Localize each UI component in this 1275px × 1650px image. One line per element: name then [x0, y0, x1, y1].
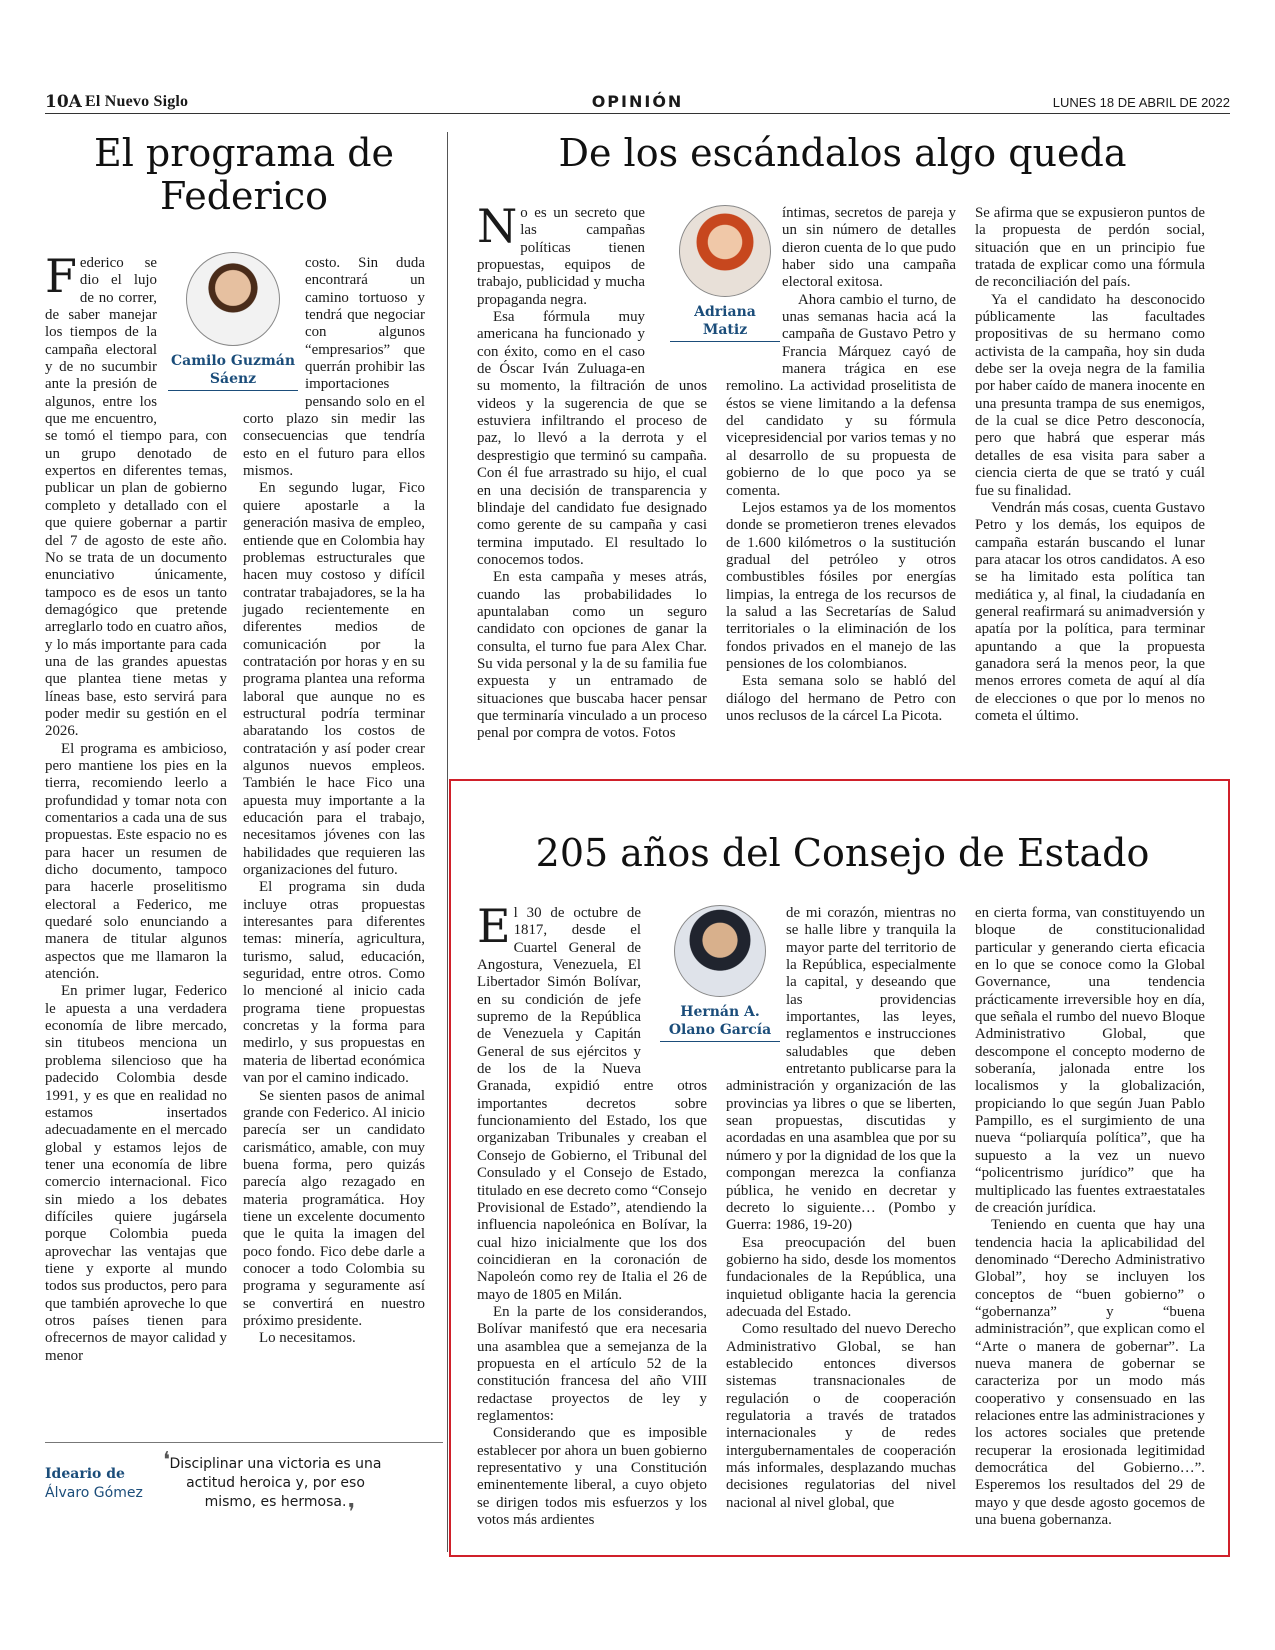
paragraph: En primer lugar, Federico le apuesta a una verdadera economía de libre mercado, sin titubeos menciona un problema silencioso que ha padecido Colombia desde 1991, y es que en realidad no estamos insertados adecuadamente en el mercado global y estamos lejos de tener una economía de libre comercio internacional. Fico sin miedo a los debates difíciles quiere jugársela porque Colombia pueda aprovechar las ventajas que tiene y exporte al mundo todos sus productos, pero para que también aproveche lo que otros países tienen para ofrecernos de mayor calidad y menor [45, 983, 227, 1364]
column-divider [447, 132, 448, 1552]
paragraph: Se sienten pasos de animal grande con Federico. Al inicio parecía ser un candidato carismático, amable, con muy buena forma, pero quizás parecía algo rezagado en materia programática. Hoy tiene un excelente documento que le quita la imagen del poco fondo. Fico debe darle a conocer a todo Colombia su programa y seguramente así se convertirá en nuestro próximo presidente. [243, 1087, 425, 1329]
paragraph: Considerando que es imposible establecer por ahora un buen gobierno representativo y una Constitución eminentemente liberal, a cuyo objeto se dirigen todos mis esfuerzos y los votos más ardientes [477, 1425, 707, 1529]
article-column [477, 199, 707, 742]
article-column [726, 205, 956, 725]
author-name: Hernán A. Olano García [660, 1003, 780, 1042]
paragraph: En la parte de los considerandos, Bolívar manifestó que era necesaria una asamblea que a semejanza de la propuesta en el artículo 52 de la constitución francesa del año VIII redactase proyectos de ley y reglamentos: [477, 1303, 707, 1424]
paragraph: Esta semana solo se habló del diálogo del hermano de Petro con unos reclusos de la cárcel La Picota. [726, 673, 956, 724]
paragraph: En segundo lugar, Fico quiere apostarle a la generación masiva de empleo, entiende que en Colombia hay problemas estructurales que hacen muy costoso y difícil contratar trabajadores, se la ha jugado recientemente en diferentes medios de comunicación por la contratación por horas y en su programa plantea una reforma laboral que aunque no es estructural podría terminar abaratando los costos de contratación y así poder crear algunos nuevos empleos. También le hace Fico una apuesta muy importante a la educación para el trabajo, necesitamos jóvenes con las habilidades que requieren las organizaciones del futuro. [243, 480, 425, 879]
paragraph: Lejos estamos ya de los momentos donde se prometieron trenes elevados de 1.600 kilómetros o la sustitución gradual del petróleo y otros combustibles fósiles por energías limpias, la entrega de los recursos de la salud a las Secretarías de Salud territoriales o la eliminación de los fondos privados en el manejo de las pensiones de los colombianos. [726, 499, 956, 672]
paragraph: Esa preocupación del buen gobierno ha sido, desde los momentos fundacionales de la República, una inquietud obligante hacia la gerencia adecuada del Estado. [726, 1234, 956, 1320]
author-name: Camilo Guzmán Sáenz [168, 352, 298, 391]
publication-name: El Nuevo Siglo [85, 93, 189, 110]
paragraph: Vendrán más cosas, cuenta Gustavo Petro y los demás, los equipos de campaña estarán buscando el lunar para atacar los otros candidatos. A eso se ha limitado esta política tan mediática y, al final, la ciudadanía en general reafirmará su animadversión y apatía por la política, para terminar apuntando a que la propuesta ganadora será la menos peor, la que menos errores cometa de aquí al día de elecciones o que por lo menos no cometa el último. [975, 499, 1205, 724]
article-title-consejo: 205 años del Consejo de Estado [535, 831, 1150, 875]
author-name: Adriana Matiz [670, 303, 780, 342]
section-title: OPINIÓN [591, 92, 684, 111]
paragraph: Ahora cambio el turno, de unas semanas hacia acá la campaña de Gustavo Petro y Francia Márquez cayó de manera trágica en ese remolino. La actividad proselitista de éstos se viene limitando a la defensa del candidato y su fórmula vicepresidencial por varios temas y no al desarrollo de su propuesta de gobierno de lo que poco ya se comenta. [726, 291, 956, 499]
ideario-label [45, 1465, 143, 1503]
issue-date: LUNES 18 DE ABRIL DE 2022 [1052, 95, 1230, 110]
paragraph: de mi corazón, mientras no se halle libre y tranquila la mayor parte del territorio de la República, especialmente la capital, y deseando que las providencias importantes, las leyes, reglamentos e instrucciones saludables que deben entretanto publicarse para la administración y organización de las provincias ya libres o que se liberten, sean propuestas, discutidas y acordadas en una asamblea que por su número y por la dignidad de los que la compongan merezca la confianza pública, he venido en decretar y decreto lo siguiente… (Pombo y Guerra: 1986, 19-20) [726, 905, 956, 1234]
article-column [243, 255, 425, 1375]
quote-close-icon: ❜ [348, 1500, 356, 1525]
paragraph: El 30 de octubre de 1817, desde el Cuartel General de Angostura, Venezuela, El Libertador Simón Bolívar, en su condición de jefe supremo de la República de Venezuela y Capitán General de sus ejércitos y de los de la Nueva Granada, expidió entre otros importantes decretos sobre funcionamiento del Estado, los que organizaban Tribunales y creaban el Consejo de Gobierno, el Tribunal del Consulado y el Consejo de Estado, titulado en ese decreto como “Consejo Provisional de Estado”, atendiendo la influencia napoleónica en Bolívar, la cual hizo inicialmente que los dos coincidieran en la coronación de Napoleón como rey de Italia el 26 de mayo de 1805 en Milán. [477, 899, 707, 1303]
paragraph: Teniendo en cuenta que hay una tendencia hacia la aplicabilidad del denominado “Derecho Administrativo Global”, hoy se incluyen los conceptos de “buen gobierno” o “gobernanza” y “buena administración”, que explican como el “Arte o manera de gobernar”. La nueva manera de gobernar se caracteriza por un modo más cooperativo y consensuado en las relaciones entre las administraciones y los actores sociales que pretende recuperar la erosionada legitimidad democrática del Gobierno…”. Esperemos los resultados del 29 de mayo y que desde agosto gocemos de una buena gobernanza. [975, 1217, 1205, 1529]
article-column [975, 905, 1205, 1529]
paragraph: Se afirma que se expusieron puntos de la propuesta de perdón social, situación que en un principio fue tratada de explicar como una fórmula de reconciliación del país. [975, 205, 1205, 291]
drop-cap: N [477, 199, 518, 253]
ideario-author: Álvaro Gómez [45, 1485, 143, 1501]
article-column [477, 899, 707, 1529]
page-number: 10A [45, 92, 82, 112]
ideario-quote: Disciplinar una victoria es una actitud heroica y, por eso mismo, es hermosa. [169, 1456, 382, 1510]
article-title-federico: El programa de Federico [93, 131, 395, 218]
article-column [45, 249, 227, 1375]
paragraph: El programa es ambicioso, pero mantiene los pies en la tierra, recomiendo leerlo a profundidad y tomar nota con comentarios a cada una de sus propuestas. Este espacio no es para hacer un resumen de dicho documento, tampoco para hacerle proselitismo electoral a Federico, me quedaré solo enunciando a manera de titular algunos aspectos que me llamaron la atención. [45, 740, 227, 983]
article-title-escandalos: De los escándalos algo queda [558, 131, 1127, 175]
paragraph: íntimas, secretos de pareja y un sin número de detalles dieron cuenta de lo que pudo haber sido una campaña electoral exitosa. [782, 205, 956, 291]
paragraph: Ya el candidato ha desconocido públicamente las facultades propositivas de su hermano como activista de la campaña, hoy sin duda debe ser la oveja negra de la familia por haber caído de manera inocente en una presunta trampa de sus enemigos, de la cual se dice Petro desconocía, pero que habrá que esperar más detalles de esa visita para saber a ciencia cierta de que se trató y cuál fue su finalidad. [975, 291, 1205, 499]
paragraph: El programa sin duda incluye otras propuestas interesantes para diferentes temas: minería, agricultura, turismo, salud, educación, seguridad, entre otros. Como lo mencioné al inicio cada programa tiene propuestas concretas y la forma para medirlo, y sus propuestas en materia de libertad económica van por el camino indicado. [243, 879, 425, 1087]
paragraph: Federico se dio el lujo de no correr, de saber manejar los tiempos de la campaña electoral y de no sucumbir ante la presión de algunos, entre los que me encuentro, se tomó el tiempo para, con un grupo denotado de expertos en diferentes temas, publicar un plan de gobierno completo y detallado con el que quiere gobernar a partir del 7 de agosto de este año. No se trata de un documento enunciativo únicamente, tampoco es de esos un tanto demagógico que pretende arreglarlo todo en cuatro años, y lo más importante para cada una de las grandes apuestas que plantea tiene metas y líneas base, esto servirá para poder medir su gestión en el 2026. [45, 249, 227, 740]
paragraph: Lo necesitamos. [259, 1330, 356, 1347]
section-divider [45, 1442, 443, 1443]
paragraph: Esa fórmula muy americana ha funcionado y con éxito, como en el caso de Óscar Iván Zuluaga-en su momento, la filtración de unos videos y la sugerencia de que se estuviera infiltrando el proceso de paz, lo llevó a la derrota y el desprestigio que terminó su campaña. Con él fue arrastrado su hijo, el cual en una decisión de transparencia y blindaje del candidato fue designado como gerente de su campaña y casi termina imputado. El resultado lo conocemos todos. [477, 309, 707, 568]
paragraph: Como resultado del nuevo Derecho Administrativo Global, se han establecido entonces diversos sistemas transnacionales de regulación o de cooperación regulatoria a través de tratados internacionales y de redes intergubernamentales de cooperación más informales, desplazando muchas decisiones regulatorias del nivel nacional al nivel global, que [726, 1321, 956, 1511]
ideario-title: Ideario de [45, 1466, 125, 1482]
article-column [726, 905, 956, 1525]
paragraph: En esta campaña y meses atrás, cuando las probabilidades lo apuntalaban como un seguro candidato con opciones de ganar la consulta, el turno fue para Alex Char. Su vida personal y la de su familia fue expuesta y un entramado de situaciones que buscaba hacer pensar que terminaría vinculado a un proceso penal por compra de votos. Fotos [477, 569, 707, 742]
page-header [45, 92, 1230, 114]
drop-cap: F [45, 249, 77, 303]
article-column [975, 205, 1205, 725]
paragraph: No es un secreto que las campañas políticas tienen propuestas, equipos de trabajo, publicidad y mucha propaganda negra. [477, 199, 645, 308]
paragraph: en cierta forma, van constituyendo un bloque de constitucionalidad particular y generando cierta eficacia en lo que se conoce como la Global Governance, una tendencia prácticamente irreversible hoy en día, que señala el rumbo del nuevo Bloque Administrativo Global, que descompone el concepto moderno de soberanía, jalonada entre los localismos y la globalización, propiciando lo que según Juan Pablo Pampillo, es el surgimiento de una nueva “poliarquía política”, que ha supuesto a la vez un nuevo “policentrismo jurídico” que ha multiplicado las fuentes extraestatales de creación jurídica. [975, 905, 1205, 1216]
paragraph: costo. Sin duda encontrará un camino tortuoso y tendrá que negociar con algunos “empresarios” que querrán prohibir las importaciones pensando solo en el corto plazo sin medir las consecuencias que tendría esto en el futuro para ellos mismos. [243, 255, 425, 480]
drop-cap: E [477, 899, 511, 953]
quote-open-icon: ❛ [163, 1448, 171, 1473]
